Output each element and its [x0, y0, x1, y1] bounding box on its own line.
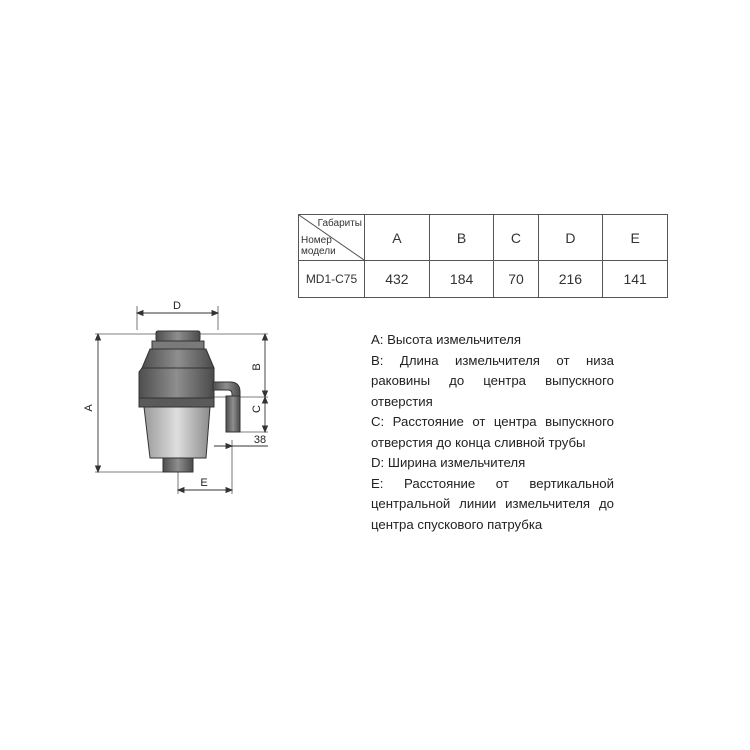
dimension-legend [371, 330, 614, 535]
legend-item-c: C: Расстояние от центра выпускного отверстия до конца сливной трубы [371, 414, 614, 450]
value-cell-e: 141 [603, 261, 668, 298]
value-cell-c: 70 [494, 261, 538, 298]
dim-label-a: A [83, 404, 95, 412]
table-row [299, 261, 668, 298]
corner-label-dimensions: Габариты [317, 218, 362, 229]
spec-table [298, 214, 668, 298]
column-header-e: E [603, 215, 668, 261]
legend-item-a: A: Высота измельчителя [371, 332, 521, 347]
legend-item-e: E: Расстояние от вертикальной центральной линии измельчителя до центра спускового патрубка [371, 475, 614, 532]
column-header-c: C [494, 215, 538, 261]
dim-label-38: 38 [253, 434, 267, 446]
column-header-b: B [429, 215, 494, 261]
column-header-d: D [538, 215, 603, 261]
table-header-row [299, 215, 668, 261]
column-header-a: A [365, 215, 430, 261]
dim-label-e: E [200, 477, 208, 489]
value-cell-b: 184 [429, 261, 494, 298]
legend-item-b: B: Длина измельчителя от низа раковины до центра выпускного отверстия [371, 352, 614, 409]
value-cell-a: 432 [365, 261, 430, 298]
table-corner-cell [299, 215, 365, 261]
dim-label-b: B [251, 363, 263, 371]
dim-label-d: D [173, 300, 181, 312]
value-cell-d: 216 [538, 261, 603, 298]
disposer-body [139, 331, 240, 472]
legend-item-d: D: Ширина измельчителя [371, 455, 526, 470]
model-name-cell: MD1-C75 [299, 261, 365, 298]
dim-label-c: C [251, 405, 263, 413]
corner-label-model: Номер модели [301, 235, 336, 257]
